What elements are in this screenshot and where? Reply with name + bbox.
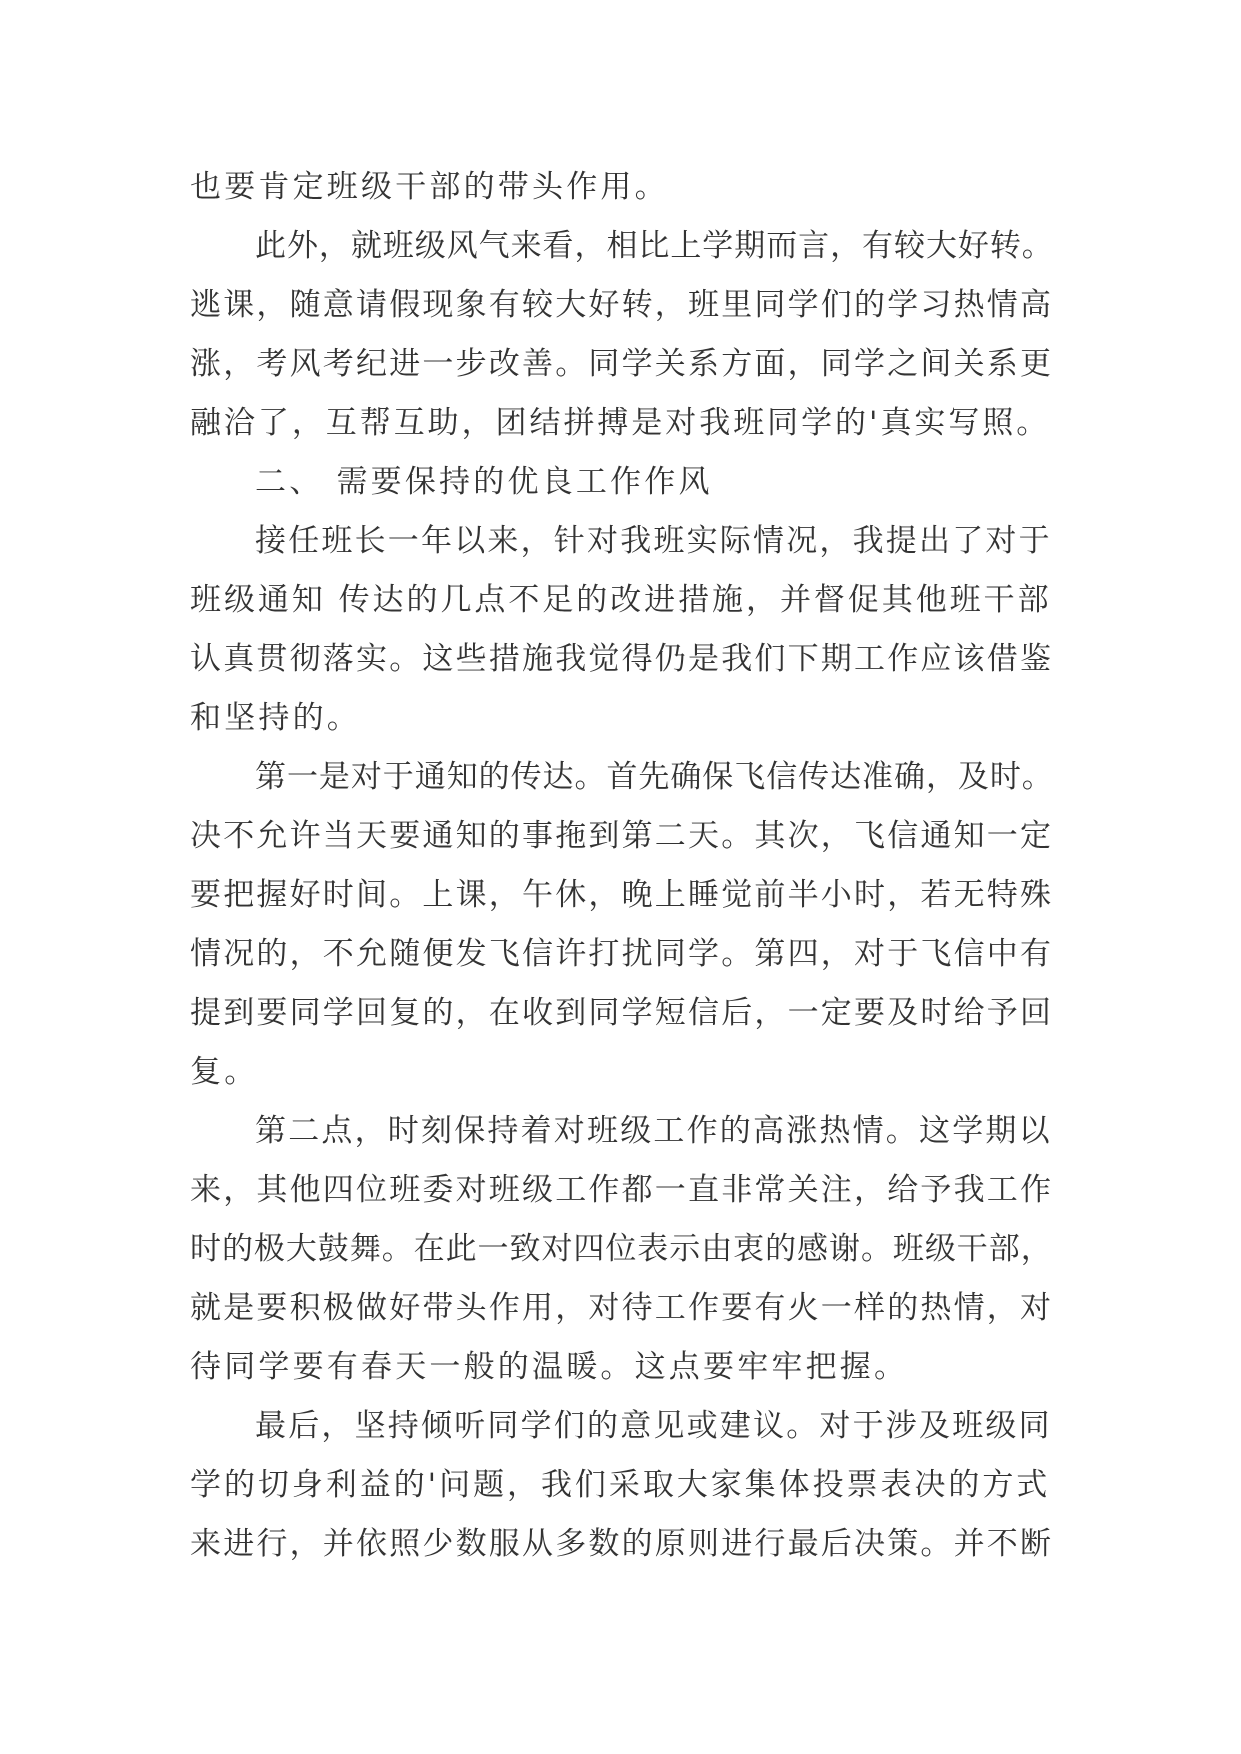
text-line: 待同学要有春天一般的温暖。这点要牢牢把握。 (190, 1349, 909, 1385)
text-line: 来进行，并依照少数服从多数的原则进行最后决策。并不断 (190, 1526, 1054, 1562)
paragraph-start-line: 此外，就班级风气来看，相比上学期而言，有较大好转。 (255, 228, 1054, 264)
text-line: 决不允许当天要通知的事拖到第二天。其次，飞信通知一定 (190, 818, 1054, 854)
text-line: 来，其他四位班委对班级工作都一直非常关注，给予我工作 (190, 1172, 1054, 1208)
text-line: 复。 (190, 1054, 259, 1090)
text-line: 认真贯彻落实。这些措施我觉得仍是我们下期工作应该借鉴 (190, 641, 1054, 677)
text-line: 要把握好时间。上课，午休，晚上睡觉前半小时，若无特殊 (190, 877, 1054, 913)
section-heading: 二、 需要保持的优良工作作风 (255, 464, 713, 500)
body-text (190, 158, 1056, 1574)
text-line: 逃课，随意请假现象有较大好转，班里同学们的学习热情高 (190, 287, 1054, 323)
paragraph-start-line: 最后，坚持倾听同学们的意见或建议。对于涉及班级同 (255, 1408, 1052, 1444)
text-line: 就是要积极做好带头作用，对待工作要有火一样的热情，对 (190, 1290, 1054, 1326)
text-line: 融洽了，互帮互助，团结拼搏是对我班同学的'真实写照。 (190, 405, 1051, 441)
text-line: 学的切身利益的'问题，我们采取大家集体投票表决的方式 (190, 1467, 1051, 1503)
text-line: 提到要同学回复的，在收到同学短信后，一定要及时给予回 (190, 995, 1054, 1031)
paragraph-start-line: 接任班长一年以来，针对我班实际情况，我提出了对于 (255, 523, 1052, 559)
text-line: 涨，考风考纪进一步改善。同学关系方面，同学之间关系更 (190, 346, 1054, 382)
text-line: 也要肯定班级干部的带头作用。 (190, 169, 669, 205)
text-line: 时的极大鼓舞。在此一致对四位表示由衷的感谢。班级干部， (190, 1231, 1053, 1267)
paragraph-start-line: 第二点，时刻保持着对班级工作的高涨热情。这学期以 (255, 1113, 1052, 1149)
text-line: 情况的，不允随便发飞信许打扰同学。第四，对于飞信中有 (190, 936, 1054, 972)
text-line: 班级通知 传达的几点不足的改进措施，并督促其他班干部 (190, 582, 1052, 618)
text-line: 和坚持的。 (190, 700, 361, 736)
paragraph-start-line: 第一是对于通知的传达。首先确保飞信传达准确，及时。 (255, 759, 1054, 795)
